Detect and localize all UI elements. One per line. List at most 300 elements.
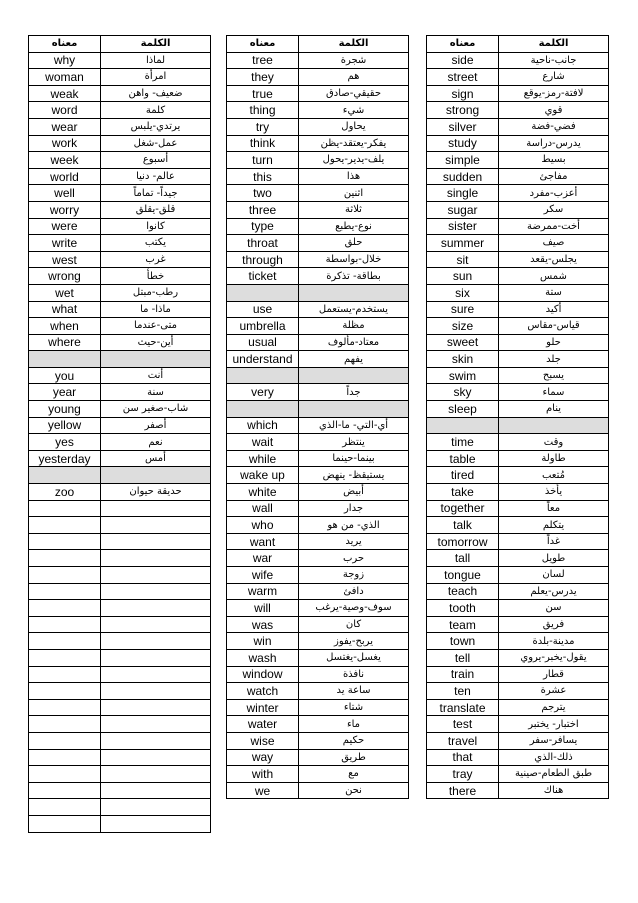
arabic-meaning: يدرس-يعلم bbox=[499, 583, 609, 600]
table-row bbox=[227, 52, 409, 69]
arabic-meaning: مُتعب bbox=[499, 467, 609, 484]
english-word: together bbox=[427, 500, 499, 517]
table-row bbox=[227, 201, 409, 218]
english-word: warm bbox=[227, 583, 299, 600]
english-word: way bbox=[227, 749, 299, 766]
table-row bbox=[427, 699, 609, 716]
arabic-meaning: قلق-يقلق bbox=[101, 201, 211, 218]
table-row bbox=[227, 135, 409, 152]
arabic-meaning: حرب bbox=[299, 550, 409, 567]
arabic-meaning: أمس bbox=[101, 450, 211, 467]
table-row bbox=[29, 235, 211, 252]
table-row bbox=[227, 633, 409, 650]
english-word bbox=[29, 666, 101, 683]
table-row bbox=[427, 517, 609, 534]
english-word: translate bbox=[427, 699, 499, 716]
english-word: was bbox=[227, 616, 299, 633]
table-row bbox=[227, 318, 409, 335]
arabic-meaning: يجلس-يقعد bbox=[499, 251, 609, 268]
arabic-meaning bbox=[101, 500, 211, 517]
english-word: white bbox=[227, 484, 299, 501]
english-word: when bbox=[29, 318, 101, 335]
table-row bbox=[29, 251, 211, 268]
english-word: tray bbox=[427, 766, 499, 783]
english-word: this bbox=[227, 168, 299, 185]
arabic-meaning bbox=[101, 616, 211, 633]
arabic-meaning: حديقة حيوان bbox=[101, 484, 211, 501]
table-row bbox=[29, 301, 211, 318]
english-word: type bbox=[227, 218, 299, 235]
table-row bbox=[427, 52, 609, 69]
arabic-meaning bbox=[101, 649, 211, 666]
english-word: wear bbox=[29, 118, 101, 135]
arabic-meaning: شمس bbox=[499, 268, 609, 285]
english-word: yesterday bbox=[29, 450, 101, 467]
table-row bbox=[227, 699, 409, 716]
arabic-meaning: سن bbox=[499, 600, 609, 617]
table-row bbox=[29, 284, 211, 301]
english-word: water bbox=[227, 716, 299, 733]
table-row bbox=[427, 235, 609, 252]
arabic-meaning: نحن bbox=[299, 782, 409, 799]
table-row bbox=[427, 732, 609, 749]
english-word bbox=[29, 699, 101, 716]
arabic-meaning: غداً bbox=[499, 533, 609, 550]
table-row bbox=[227, 85, 409, 102]
english-word bbox=[29, 766, 101, 783]
table-row bbox=[427, 334, 609, 351]
table-row bbox=[227, 450, 409, 467]
arabic-meaning bbox=[101, 716, 211, 733]
arabic-meaning: لافتة-رمز-يوقع bbox=[499, 85, 609, 102]
english-word: window bbox=[227, 666, 299, 683]
table-row bbox=[227, 118, 409, 135]
meaning-header: معناه bbox=[427, 36, 499, 53]
arabic-meaning: أكيد bbox=[499, 301, 609, 318]
arabic-meaning bbox=[299, 401, 409, 418]
english-word: try bbox=[227, 118, 299, 135]
table-row bbox=[29, 500, 211, 517]
english-word: write bbox=[29, 235, 101, 252]
word-header: الكلمة bbox=[101, 36, 211, 53]
arabic-meaning: الذي- من هو bbox=[299, 517, 409, 534]
meaning-header: معناه bbox=[29, 36, 101, 53]
arabic-meaning: فريق bbox=[499, 616, 609, 633]
arabic-meaning: ستة bbox=[499, 284, 609, 301]
english-word: zoo bbox=[29, 484, 101, 501]
table-row bbox=[227, 152, 409, 169]
arabic-meaning: نوع-يطبع bbox=[299, 218, 409, 235]
english-word: think bbox=[227, 135, 299, 152]
word-header: الكلمة bbox=[299, 36, 409, 53]
arabic-meaning bbox=[299, 284, 409, 301]
english-word: well bbox=[29, 185, 101, 202]
arabic-meaning: ماذا- ما bbox=[101, 301, 211, 318]
arabic-meaning: جيداً- تماماً bbox=[101, 185, 211, 202]
arabic-meaning bbox=[101, 732, 211, 749]
meaning-header: معناه bbox=[227, 36, 299, 53]
english-word: which bbox=[227, 417, 299, 434]
arabic-meaning bbox=[101, 467, 211, 484]
table-row bbox=[29, 533, 211, 550]
table-row bbox=[227, 517, 409, 534]
english-word: study bbox=[427, 135, 499, 152]
arabic-meaning: يدرس-دراسة bbox=[499, 135, 609, 152]
arabic-meaning: شارع bbox=[499, 69, 609, 86]
arabic-meaning: مع bbox=[299, 766, 409, 783]
english-word: what bbox=[29, 301, 101, 318]
english-word: tall bbox=[427, 550, 499, 567]
english-word: tomorrow bbox=[427, 533, 499, 550]
table-row bbox=[427, 251, 609, 268]
arabic-meaning bbox=[101, 766, 211, 783]
table-row bbox=[29, 716, 211, 733]
arabic-meaning: كانوا bbox=[101, 218, 211, 235]
table-row bbox=[227, 716, 409, 733]
arabic-meaning: سوف-وصية-يرغب bbox=[299, 600, 409, 617]
arabic-meaning: حكيم bbox=[299, 732, 409, 749]
english-word: strong bbox=[427, 102, 499, 119]
table-row bbox=[227, 749, 409, 766]
arabic-meaning: عمل-شغل bbox=[101, 135, 211, 152]
english-word: very bbox=[227, 384, 299, 401]
table-row bbox=[427, 749, 609, 766]
english-word: want bbox=[227, 533, 299, 550]
arabic-meaning: وقت bbox=[499, 434, 609, 451]
english-word: six bbox=[427, 284, 499, 301]
arabic-meaning: مظلة bbox=[299, 318, 409, 335]
english-word: sure bbox=[427, 301, 499, 318]
arabic-meaning: رطب-مبتل bbox=[101, 284, 211, 301]
arabic-meaning bbox=[101, 799, 211, 816]
arabic-meaning: ثلاثة bbox=[299, 201, 409, 218]
table-row bbox=[427, 401, 609, 418]
arabic-meaning: أعزب-مفرد bbox=[499, 185, 609, 202]
arabic-meaning: يحاول bbox=[299, 118, 409, 135]
english-word bbox=[29, 732, 101, 749]
arabic-meaning bbox=[101, 567, 211, 584]
english-word: time bbox=[427, 434, 499, 451]
arabic-meaning: بسيط bbox=[499, 152, 609, 169]
table-row bbox=[29, 201, 211, 218]
english-word: yes bbox=[29, 434, 101, 451]
arabic-meaning: صيف bbox=[499, 235, 609, 252]
arabic-meaning: أنت bbox=[101, 367, 211, 384]
table-row bbox=[227, 251, 409, 268]
arabic-meaning: جلد bbox=[499, 351, 609, 368]
table-row bbox=[227, 616, 409, 633]
table-row bbox=[427, 583, 609, 600]
english-word: three bbox=[227, 201, 299, 218]
english-word: we bbox=[227, 782, 299, 799]
english-word bbox=[29, 567, 101, 584]
table-row bbox=[29, 815, 211, 832]
english-word: tell bbox=[427, 649, 499, 666]
table-row bbox=[227, 732, 409, 749]
table-row bbox=[427, 417, 609, 434]
english-word bbox=[29, 799, 101, 816]
english-word bbox=[29, 533, 101, 550]
english-word: watch bbox=[227, 683, 299, 700]
table-row bbox=[29, 550, 211, 567]
arabic-meaning bbox=[101, 517, 211, 534]
table-row bbox=[29, 732, 211, 749]
english-word: sleep bbox=[427, 401, 499, 418]
table-row bbox=[227, 367, 409, 384]
arabic-meaning: قطار bbox=[499, 666, 609, 683]
english-word bbox=[29, 517, 101, 534]
table-row bbox=[427, 567, 609, 584]
table-row bbox=[427, 782, 609, 799]
table-row bbox=[227, 484, 409, 501]
english-word: tooth bbox=[427, 600, 499, 617]
arabic-meaning: كلمة bbox=[101, 102, 211, 119]
english-word: wrong bbox=[29, 268, 101, 285]
english-word bbox=[29, 600, 101, 617]
english-word: wise bbox=[227, 732, 299, 749]
english-word: tongue bbox=[427, 567, 499, 584]
arabic-meaning: طويل bbox=[499, 550, 609, 567]
table-row bbox=[227, 301, 409, 318]
arabic-meaning: هم bbox=[299, 69, 409, 86]
arabic-meaning bbox=[101, 550, 211, 567]
arabic-meaning: حقيقي-صادق bbox=[299, 85, 409, 102]
arabic-meaning: يقول-يخبر-يروي bbox=[499, 649, 609, 666]
table-row bbox=[427, 318, 609, 335]
table-row bbox=[427, 135, 609, 152]
english-word: sit bbox=[427, 251, 499, 268]
table-row bbox=[227, 434, 409, 451]
table-row bbox=[29, 484, 211, 501]
table-row bbox=[227, 467, 409, 484]
arabic-meaning: ذلك-الذي bbox=[499, 749, 609, 766]
table-row bbox=[427, 434, 609, 451]
english-word: ticket bbox=[227, 268, 299, 285]
english-word bbox=[29, 649, 101, 666]
english-word bbox=[29, 616, 101, 633]
arabic-meaning: يترجم bbox=[499, 699, 609, 716]
arabic-meaning: مفاجئ bbox=[499, 168, 609, 185]
arabic-meaning: يغسل-يغتسل bbox=[299, 649, 409, 666]
arabic-meaning: سماء bbox=[499, 384, 609, 401]
arabic-meaning: خلال-بواسطة bbox=[299, 251, 409, 268]
table-row bbox=[427, 351, 609, 368]
english-word: yellow bbox=[29, 417, 101, 434]
arabic-meaning bbox=[499, 417, 609, 434]
table-row bbox=[427, 185, 609, 202]
table-row bbox=[227, 600, 409, 617]
table-row bbox=[227, 185, 409, 202]
english-word: two bbox=[227, 185, 299, 202]
table-row bbox=[29, 467, 211, 484]
english-word bbox=[29, 500, 101, 517]
arabic-meaning: معاً bbox=[499, 500, 609, 517]
arabic-meaning: شجرة bbox=[299, 52, 409, 69]
english-word: world bbox=[29, 168, 101, 185]
table-row bbox=[427, 766, 609, 783]
arabic-meaning bbox=[101, 699, 211, 716]
arabic-meaning: لسان bbox=[499, 567, 609, 584]
arabic-meaning: قوي bbox=[499, 102, 609, 119]
table-row bbox=[29, 367, 211, 384]
english-word: travel bbox=[427, 732, 499, 749]
arabic-meaning: بينما-حينما bbox=[299, 450, 409, 467]
table-row bbox=[29, 666, 211, 683]
arabic-meaning: يربح-يفوز bbox=[299, 633, 409, 650]
english-word: week bbox=[29, 152, 101, 169]
table-row bbox=[29, 384, 211, 401]
english-word: win bbox=[227, 633, 299, 650]
table-row bbox=[29, 749, 211, 766]
table-row bbox=[29, 351, 211, 368]
arabic-meaning: حلق bbox=[299, 235, 409, 252]
arabic-meaning: عالم- دنيا bbox=[101, 168, 211, 185]
table-row bbox=[227, 666, 409, 683]
english-word bbox=[29, 351, 101, 368]
english-word: while bbox=[227, 450, 299, 467]
english-word: worry bbox=[29, 201, 101, 218]
vocab-table-3 bbox=[426, 35, 609, 799]
english-word bbox=[29, 633, 101, 650]
english-word: sugar bbox=[427, 201, 499, 218]
arabic-meaning: امرأة bbox=[101, 69, 211, 86]
english-word: teach bbox=[427, 583, 499, 600]
english-word: word bbox=[29, 102, 101, 119]
arabic-meaning bbox=[101, 533, 211, 550]
english-word bbox=[227, 284, 299, 301]
table-row bbox=[29, 52, 211, 69]
arabic-meaning: متى-عندما bbox=[101, 318, 211, 335]
english-word bbox=[427, 417, 499, 434]
arabic-meaning: هناك bbox=[499, 782, 609, 799]
arabic-meaning: هذا bbox=[299, 168, 409, 185]
arabic-meaning: ينتظر bbox=[299, 434, 409, 451]
table-row bbox=[29, 766, 211, 783]
table-row bbox=[227, 102, 409, 119]
english-word bbox=[227, 367, 299, 384]
arabic-meaning: شيء bbox=[299, 102, 409, 119]
arabic-meaning: يستيقظ- ينهض bbox=[299, 467, 409, 484]
english-word: simple bbox=[427, 152, 499, 169]
table-row bbox=[29, 185, 211, 202]
table-row bbox=[227, 766, 409, 783]
arabic-meaning bbox=[101, 815, 211, 832]
english-word: umbrella bbox=[227, 318, 299, 335]
arabic-meaning bbox=[101, 583, 211, 600]
table-row bbox=[29, 152, 211, 169]
table-row bbox=[227, 334, 409, 351]
table-row bbox=[227, 583, 409, 600]
table-row bbox=[227, 351, 409, 368]
table-row bbox=[427, 168, 609, 185]
table-row bbox=[227, 417, 409, 434]
table-row bbox=[427, 367, 609, 384]
arabic-meaning: اثنين bbox=[299, 185, 409, 202]
english-word: single bbox=[427, 185, 499, 202]
english-word: sister bbox=[427, 218, 499, 235]
table-row bbox=[227, 401, 409, 418]
arabic-meaning: أخت-ممرضة bbox=[499, 218, 609, 235]
table-row bbox=[29, 616, 211, 633]
table-row bbox=[29, 434, 211, 451]
table-row bbox=[427, 683, 609, 700]
english-word: turn bbox=[227, 152, 299, 169]
arabic-meaning bbox=[101, 600, 211, 617]
english-word: sign bbox=[427, 85, 499, 102]
table-row bbox=[427, 616, 609, 633]
table-row bbox=[427, 201, 609, 218]
arabic-meaning: يسبح bbox=[499, 367, 609, 384]
arabic-meaning: نافذة bbox=[299, 666, 409, 683]
english-word: you bbox=[29, 367, 101, 384]
arabic-meaning: دافئ bbox=[299, 583, 409, 600]
table-row bbox=[227, 284, 409, 301]
arabic-meaning: يسافر-سفر bbox=[499, 732, 609, 749]
english-word: why bbox=[29, 52, 101, 69]
english-word bbox=[29, 782, 101, 799]
arabic-meaning: كان bbox=[299, 616, 409, 633]
english-word: west bbox=[29, 251, 101, 268]
english-word: who bbox=[227, 517, 299, 534]
table-row bbox=[427, 666, 609, 683]
table-row bbox=[427, 550, 609, 567]
arabic-meaning: زوجة bbox=[299, 567, 409, 584]
arabic-meaning: ضعيف- واهن bbox=[101, 85, 211, 102]
english-word bbox=[29, 749, 101, 766]
table-row bbox=[227, 567, 409, 584]
table-row bbox=[29, 799, 211, 816]
table-row bbox=[29, 699, 211, 716]
table-row bbox=[29, 85, 211, 102]
arabic-meaning: نعم bbox=[101, 434, 211, 451]
table-row bbox=[227, 649, 409, 666]
arabic-meaning: يرتدي-يلبس bbox=[101, 118, 211, 135]
english-word: wet bbox=[29, 284, 101, 301]
english-word: throat bbox=[227, 235, 299, 252]
english-word: take bbox=[427, 484, 499, 501]
arabic-meaning bbox=[101, 749, 211, 766]
english-word: tired bbox=[427, 467, 499, 484]
arabic-meaning: يكتب bbox=[101, 235, 211, 252]
english-word: true bbox=[227, 85, 299, 102]
english-word bbox=[29, 683, 101, 700]
word-header: الكلمة bbox=[499, 36, 609, 53]
table-row bbox=[427, 218, 609, 235]
table-row bbox=[29, 118, 211, 135]
english-word: talk bbox=[427, 517, 499, 534]
english-word bbox=[29, 815, 101, 832]
arabic-meaning: أين-حيث bbox=[101, 334, 211, 351]
english-word: woman bbox=[29, 69, 101, 86]
table-row bbox=[29, 633, 211, 650]
table-row bbox=[29, 102, 211, 119]
table-row bbox=[427, 384, 609, 401]
english-word: street bbox=[427, 69, 499, 86]
english-word: sweet bbox=[427, 334, 499, 351]
arabic-meaning: يفكر-يعتقد-يظن bbox=[299, 135, 409, 152]
english-word: where bbox=[29, 334, 101, 351]
table-row bbox=[29, 401, 211, 418]
english-word: there bbox=[427, 782, 499, 799]
arabic-meaning: جداً bbox=[299, 384, 409, 401]
english-word: sudden bbox=[427, 168, 499, 185]
english-word bbox=[29, 467, 101, 484]
english-word: wife bbox=[227, 567, 299, 584]
english-word: wait bbox=[227, 434, 299, 451]
arabic-meaning: سكر bbox=[499, 201, 609, 218]
table-row bbox=[227, 268, 409, 285]
arabic-meaning: قياس-مقاس bbox=[499, 318, 609, 335]
